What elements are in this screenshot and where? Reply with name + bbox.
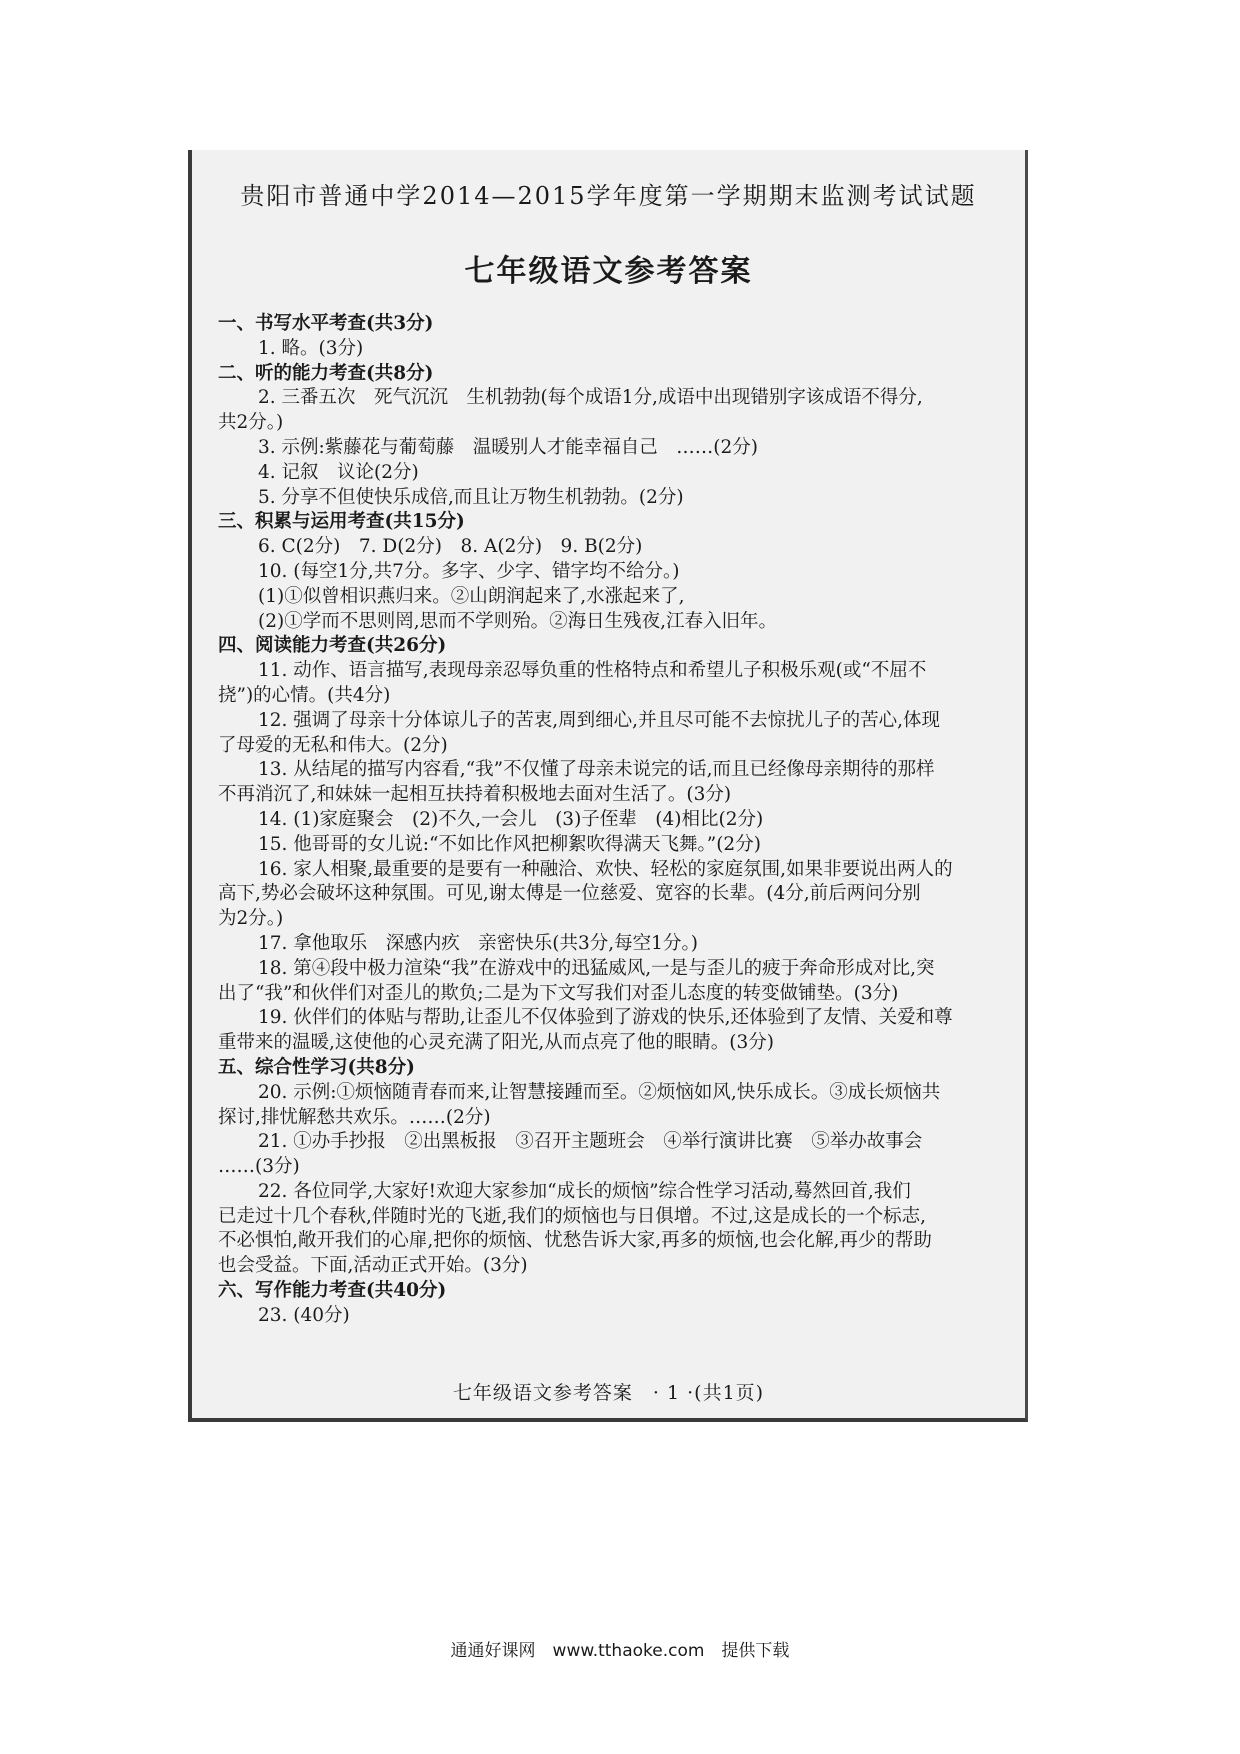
section-heading: 二、听的能力考查(共8分) <box>218 362 434 384</box>
answer-continuation: 了母爱的无私和伟大。(2分) <box>218 734 448 756</box>
section-heading: 五、综合性学习(共8分) <box>218 1056 415 1078</box>
answer-item: 20. 示例:①烦恼随青春而来,让智慧接踵而至。②烦恼如风,快乐成长。③成长烦恼共 <box>258 1081 941 1103</box>
answer-item: 22. 各位同学,大家好!欢迎大家参加“成长的烦恼”综合性学习活动,蓦然回首,我们 <box>258 1180 911 1202</box>
answer-continuation: 出了“我”和伙伴们对歪儿的欺负;二是为下文写我们对歪儿态度的转变做铺垫。(3分) <box>218 982 899 1004</box>
answer-continuation: 为2分。) <box>218 908 284 930</box>
source-note: 通通好课网 www.tthaoke.com 提供下载 <box>450 1641 790 1661</box>
answer-sheet <box>188 150 1028 1422</box>
answer-continuation: 挠”)的心情。(共4分) <box>218 684 391 706</box>
exam-header-title: 贵阳市普通中学2014—2015学年度第一学期期末监测考试试题 <box>240 182 977 210</box>
answer-item: 10. (每空1分,共7分。多字、少字、错字均不给分。) <box>258 560 680 582</box>
answer-item: 1. 略。(3分) <box>258 337 364 359</box>
answer-continuation: 已走过十几个春秋,伴随时光的飞逝,我们的烦恼也与日俱增。不过,这是成长的一个标志, <box>218 1205 927 1227</box>
answer-continuation: 探讨,排忧解愁共欢乐。……(2分) <box>218 1106 491 1128</box>
answer-item: (2)①学而不思则罔,思而不学则殆。②海日生残夜,江春入旧年。 <box>258 610 777 632</box>
answer-item: 11. 动作、语言描写,表现母亲忍辱负重的性格特点和希望儿子积极乐观(或“不屈不 <box>258 660 927 682</box>
answer-item: 14. (1)家庭聚会 (2)不久,一会儿 (3)子侄辈 (4)相比(2分) <box>258 808 764 830</box>
section-heading: 一、书写水平考查(共3分) <box>218 313 434 334</box>
page-footer: 七年级语文参考答案 · 1 ·(共1页) <box>452 1382 765 1404</box>
answer-continuation: ……(3分) <box>218 1156 300 1178</box>
answer-item: 18. 第④段中极力渲染“我”在游戏中的迅猛威风,一是与歪儿的疲于奔命形成对比,突 <box>258 957 935 979</box>
answer-item: 6. C(2分) 7. D(2分) 8. A(2分) 9. B(2分) <box>258 536 643 558</box>
answer-item: 12. 强调了母亲十分体谅儿子的苦衷,周到细心,并且尽可能不去惊扰儿子的苦心,体现 <box>258 709 940 731</box>
answer-continuation: 高下,势必会破坏这种氛围。可见,谢太傅是一位慈爱、宽容的长辈。(4分,前后两问分别 <box>218 883 921 905</box>
document-title: 七年级语文参考答案 <box>464 254 753 289</box>
answer-item: 23. (40分) <box>258 1304 350 1326</box>
answer-item: 19. 伙伴们的体贴与帮助,让歪儿不仅体验到了游戏的快乐,还体验到了友情、关爱和尊 <box>258 1007 953 1029</box>
section-heading: 四、阅读能力考查(共26分) <box>218 635 447 657</box>
answer-continuation: 重带来的温暖,这使他的心灵充满了阳光,从而点亮了他的眼睛。(3分) <box>218 1032 774 1054</box>
answer-item: (1)①似曾相识燕归来。②山朗润起来了,水涨起来了, <box>258 585 685 607</box>
answer-item: 15. 他哥哥的女儿说:“不如比作风把柳絮吹得满天飞舞。”(2分) <box>258 833 761 855</box>
answer-item: 2. 三番五次 死气沉沉 生机勃勃(每个成语1分,成语中出现错别字该成语不得分, <box>258 387 923 409</box>
answer-item: 3. 示例:紫藤花与葡萄藤 温暖别人才能幸福自己 ……(2分) <box>258 436 758 458</box>
answer-item: 17. 拿他取乐 深感内疚 亲密快乐(共3分,每空1分。) <box>258 932 698 954</box>
answer-item: 13. 从结尾的描写内容看,“我”不仅懂了母亲未说完的话,而且已经像母亲期待的那样 <box>258 759 935 781</box>
answer-continuation: 也会受益。下面,活动正式开始。(3分) <box>218 1255 528 1277</box>
answer-continuation: 不再消沉了,和妹妹一起相互扶持着积极地去面对生活了。(3分) <box>218 784 732 806</box>
answer-item: 4. 记叙 议论(2分) <box>258 461 419 483</box>
answer-continuation: 不必惧怕,敞开我们的心扉,把你的烦恼、忧愁告诉大家,再多的烦恼,也会化解,再少的帮助 <box>218 1230 932 1252</box>
answer-item: 16. 家人相聚,最重要的是要有一种融洽、欢快、轻松的家庭氛围,如果非要说出两人的 <box>258 858 953 880</box>
section-heading: 三、积累与运用考查(共15分) <box>218 511 465 533</box>
section-heading: 六、写作能力考查(共40分) <box>218 1280 447 1302</box>
answer-item: 5. 分享不但使快乐成倍,而且让万物生机勃勃。(2分) <box>258 486 684 508</box>
answer-continuation: 共2分。) <box>218 412 284 434</box>
answer-content <box>218 312 1003 1329</box>
answer-item: 21. ①办手抄报 ②出黑板报 ③召开主题班会 ④举行演讲比赛 ⑤举办故事会 <box>258 1131 923 1153</box>
